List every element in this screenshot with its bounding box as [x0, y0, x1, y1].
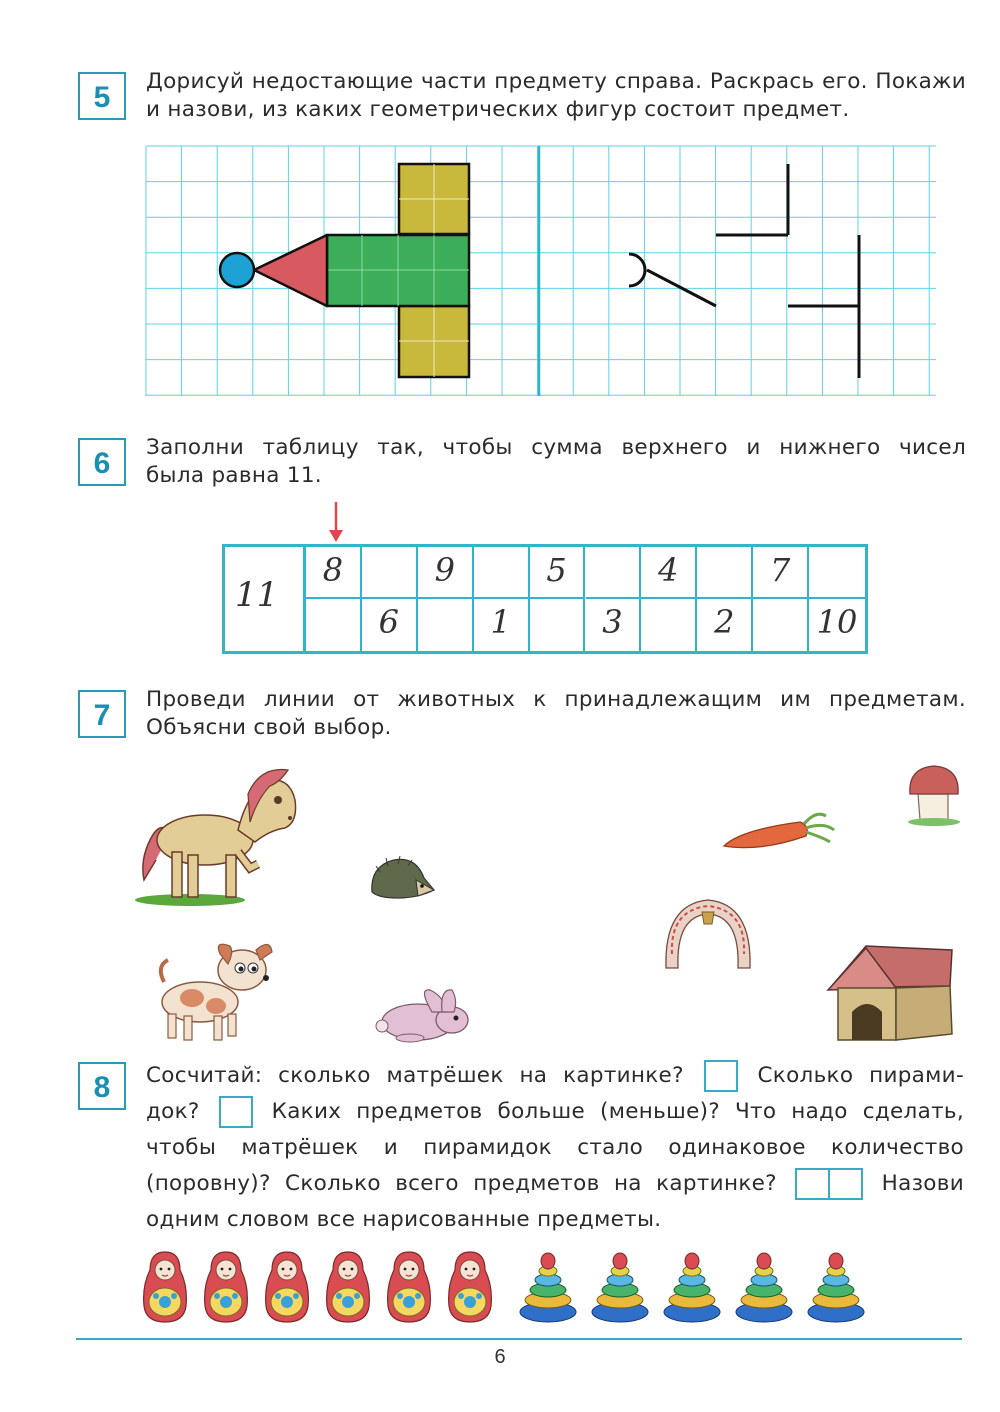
pyramid-count-box[interactable]	[219, 1096, 253, 1128]
cell-value: 8	[322, 551, 344, 589]
task-8-line-2	[146, 1094, 964, 1130]
top-cell[interactable]	[418, 547, 474, 599]
task-5-grid-figure	[140, 140, 940, 402]
total-count-box[interactable]	[795, 1168, 863, 1200]
task-8-line-2b: Каких предметов больше (меньше)? Что надо сделать,	[271, 1099, 964, 1124]
task-6-text	[146, 434, 966, 490]
task-8-line-4a: (поровну)? Сколько всего предметов на картинке?	[146, 1171, 777, 1196]
task-7-text	[146, 686, 966, 742]
pyramid-toy-image	[734, 1250, 794, 1324]
dog-house-image[interactable]	[822, 940, 962, 1046]
top-cell[interactable]	[362, 547, 418, 599]
cell-value: 9	[434, 551, 455, 589]
pyramid-toy-image	[662, 1250, 722, 1324]
task-8-line-4	[146, 1166, 964, 1202]
bottom-cell[interactable]	[474, 599, 530, 651]
cell-value: 4	[658, 551, 679, 589]
task-8-line-5: одним словом все нарисованные предметы.	[146, 1207, 662, 1232]
cell-value: 1	[490, 603, 511, 641]
task-7-line-2: Объясни свой выбор.	[146, 715, 392, 740]
task-6-number: 6	[78, 438, 126, 486]
hedgehog-image[interactable]	[368, 852, 438, 904]
dog-image[interactable]	[150, 936, 280, 1046]
top-cell[interactable]	[586, 547, 642, 599]
bottom-cell[interactable]	[586, 599, 642, 651]
bottom-cell[interactable]	[753, 599, 809, 651]
top-cell[interactable]	[306, 547, 362, 599]
bottom-cell[interactable]	[530, 599, 586, 651]
matryoshka-image	[201, 1250, 251, 1324]
task-8-line-1a: Сосчитай: сколько матрёшек на картинке?	[146, 1063, 684, 1088]
bottom-cell[interactable]	[809, 599, 865, 651]
horse-image[interactable]	[130, 760, 310, 910]
task-5-text	[146, 68, 966, 124]
task-7-number: 7	[78, 690, 126, 738]
horse-collar-image[interactable]	[658, 894, 758, 974]
task-7-line-1: Проведи линии от животных к принадлежащим им предметам.	[146, 687, 966, 712]
cell-value: 2	[714, 603, 735, 641]
task-8-text	[146, 1058, 964, 1238]
task-8-line-4b: Назови	[881, 1171, 964, 1196]
matryoshka-image	[384, 1250, 434, 1324]
footer-rule	[76, 1338, 962, 1340]
task-8-line-1b: Сколько пирами-	[757, 1063, 965, 1088]
top-cell[interactable]	[809, 547, 865, 599]
matryoshka-image	[323, 1250, 373, 1324]
task-5-number: 5	[78, 72, 126, 120]
cell-value: 6	[378, 603, 400, 641]
bottom-cell[interactable]	[418, 599, 474, 651]
bottom-cell[interactable]	[306, 599, 362, 651]
cell-value: 5	[546, 551, 567, 589]
partial-figure	[629, 164, 859, 378]
task-8-line-1	[146, 1058, 964, 1094]
sum-table	[222, 544, 868, 654]
nose-triangle	[254, 235, 327, 306]
red-arrow	[326, 500, 346, 544]
cell-value: 10	[816, 603, 858, 641]
top-cell[interactable]	[641, 547, 697, 599]
bottom-cell[interactable]	[362, 599, 418, 651]
cell-value: 7	[769, 551, 791, 589]
matryoshka-image	[140, 1250, 190, 1324]
bottom-cell[interactable]	[641, 599, 697, 651]
carrot-image[interactable]	[720, 808, 840, 858]
sum-value: 11	[235, 575, 279, 615]
bottom-cell[interactable]	[697, 599, 753, 651]
matryoshka-image	[445, 1250, 495, 1324]
toys-row	[140, 1250, 880, 1330]
sum-cell	[225, 547, 306, 651]
pyramid-toy-image	[590, 1250, 650, 1324]
top-cell[interactable]	[753, 547, 809, 599]
nose-circle	[220, 253, 254, 287]
mushroom-image[interactable]	[904, 760, 964, 828]
task-5-line-2: и назови, из каких геометрических фигур состоит предмет.	[146, 97, 850, 122]
task-8-line-2a: док?	[146, 1099, 200, 1124]
matryoshka-count-box[interactable]	[704, 1060, 738, 1092]
top-cell[interactable]	[474, 547, 530, 599]
table-cells	[306, 547, 865, 651]
top-cell[interactable]	[697, 547, 753, 599]
rabbit-image[interactable]	[370, 984, 480, 1046]
top-cell[interactable]	[530, 547, 586, 599]
task-5-line-1: Дорисуй недостающие части предмету справа. Раскрась его. Покажи	[146, 69, 966, 94]
pyramid-toy-image	[518, 1250, 578, 1324]
cell-value: 3	[602, 603, 623, 641]
pyramid-toy-image	[806, 1250, 866, 1324]
task-8-number: 8	[78, 1062, 126, 1110]
task-6-line-2: была равна 11.	[146, 463, 322, 488]
matryoshka-image	[262, 1250, 312, 1324]
task-8-line-3: чтобы матрёшек и пирамидок стало одинаковое количество	[146, 1135, 964, 1160]
task-6-line-1: Заполни таблицу так, чтобы сумма верхнего и нижнего чисел	[146, 435, 966, 460]
page-number: 6	[494, 1346, 506, 1368]
